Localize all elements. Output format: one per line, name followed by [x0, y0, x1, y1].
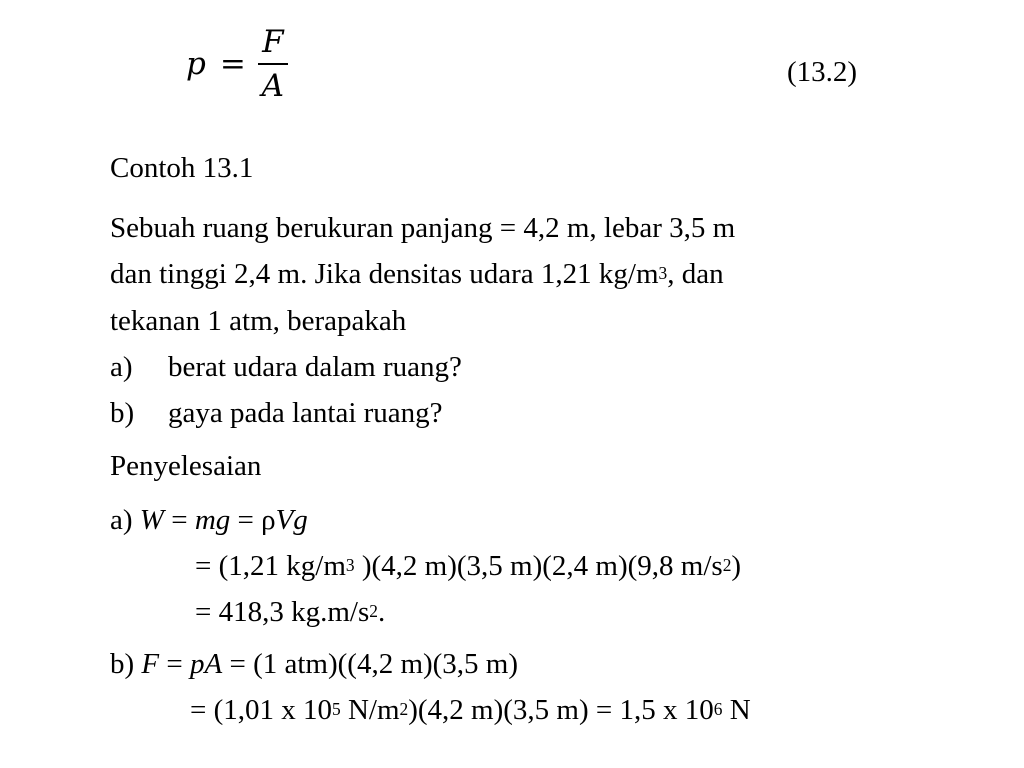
solution-a-W: W: [139, 504, 164, 536]
solution-b-step1-sup3: 6: [713, 698, 723, 719]
solution-a-eq1: =: [163, 504, 195, 536]
solution-b-F: F: [141, 648, 160, 680]
question-a: [110, 353, 462, 382]
solution-a-step1-text: = (1,21 kg/m: [195, 550, 346, 582]
equation-number: (13.2): [787, 56, 858, 88]
question-a-marker: a): [110, 351, 133, 383]
formula-equals: =: [219, 46, 246, 83]
solution-a-step1-mid: )(4,2 m)(3,5 m)(2,4 m)(9,8 m/s: [354, 550, 723, 582]
solution-a-step2-text: = 418,3 kg.m/s: [195, 596, 370, 628]
solution-b-step1-end: N: [722, 694, 751, 726]
problem-line-2-tail: , dan: [667, 258, 724, 290]
solution-a-Vg: Vg: [275, 504, 308, 536]
formula-fraction: [258, 26, 288, 102]
example-heading: Contoh 13.1: [110, 152, 254, 184]
solution-a-line-2: [195, 552, 741, 581]
problem-line-3: tekanan 1 atm, berapakah: [110, 305, 407, 337]
solution-a-line-3: [195, 598, 385, 627]
solution-a-mg: mg: [194, 504, 231, 536]
pressure-formula: [186, 26, 288, 102]
solution-heading: Penyelesaian: [110, 450, 262, 482]
formula-denominator: A: [261, 67, 285, 104]
solution-a-step1-end: ): [731, 550, 742, 582]
fraction-bar: [258, 63, 288, 65]
solution-a-line-1: [110, 506, 308, 535]
problem-line-2-text: dan tinggi 2,4 m. Jika densitas udara 1,21 kg/m: [110, 258, 659, 290]
solution-a-step2-end: .: [377, 596, 386, 628]
solution-b-pA: pA: [190, 648, 223, 680]
problem-line-1: Sebuah ruang berukuran panjang = 4,2 m, lebar 3,5 m: [110, 212, 736, 244]
solution-b-step1-mid: )(4,2 m)(3,5 m) = 1,5 x 10: [408, 694, 714, 726]
question-b-marker: b): [110, 397, 135, 429]
solution-b-step1-text: = (1,01 x 10: [190, 694, 333, 726]
problem-line-2: [110, 260, 724, 289]
solution-a-step2-sup: 2: [369, 600, 378, 621]
question-a-text: berat udara dalam ruang?: [168, 351, 462, 383]
solution-b-line-2: [190, 696, 751, 725]
solution-b-step1-unit: N/m: [340, 694, 400, 726]
solution-b-step1-sup2: 2: [399, 698, 409, 719]
solution-a-step1-sup2: 2: [722, 554, 732, 575]
solution-a-step1-sup1: 3: [345, 554, 355, 575]
solution-b-rest: = (1 atm)((4,2 m)(3,5 m): [222, 648, 519, 680]
solution-b-label: b): [110, 648, 142, 680]
solution-a-eq2: = ρ: [230, 504, 276, 536]
solution-b-eq1: =: [159, 648, 190, 680]
question-b-text: gaya pada lantai ruang?: [168, 397, 443, 429]
problem-line-2-superscript: 3: [658, 262, 668, 283]
formula-lhs: p: [186, 46, 206, 83]
formula-numerator: F: [262, 24, 284, 60]
solution-a-label: a): [110, 504, 140, 536]
question-b: [110, 399, 443, 428]
solution-b-line-1: [110, 650, 518, 679]
solution-b-step1-sup1: 5: [332, 698, 341, 719]
